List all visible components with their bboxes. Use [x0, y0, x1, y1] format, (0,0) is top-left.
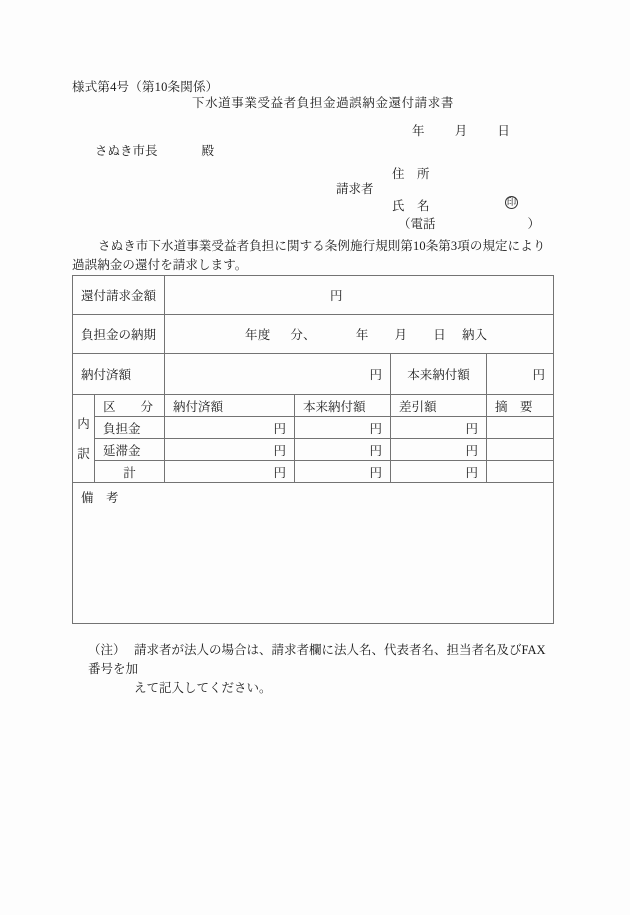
telephone-open: （電話 [398, 217, 436, 231]
table-row-breakdown-header [73, 395, 554, 417]
refund-claim-table [72, 275, 554, 624]
breakdown-header-category [95, 395, 165, 417]
refund-amount-value-cell[interactable] [165, 276, 554, 315]
body-paragraph-text: さぬき市下水道事業受益者負担に関する条例施行規則第10条第3項の規定により過誤納金の還付を請求します。 [72, 239, 546, 272]
requester-label: 請求者 [336, 182, 374, 196]
breakdown-total-paid-unit: 円 [273, 465, 287, 480]
breakdown-total-paid-cell[interactable] [165, 461, 295, 483]
paid-in-label: 納入 [461, 328, 488, 342]
breakdown-row1-category: 負担金 [103, 421, 141, 436]
breakdown-header-difference [391, 395, 487, 417]
telephone-close: ） [527, 217, 541, 231]
breakdown-row1-difference-unit: 円 [465, 421, 479, 436]
breakdown-row2-category-cell [95, 439, 165, 461]
period-year-label: 年 [355, 328, 369, 342]
breakdown-label-cell [73, 395, 95, 483]
breakdown-row2-difference-cell[interactable] [391, 439, 487, 461]
table-row-remarks [73, 483, 554, 624]
breakdown-header-proper [295, 395, 391, 417]
table-row-payment-period [73, 315, 554, 354]
breakdown-row2-difference-unit: 円 [465, 443, 479, 458]
portion-label: 分、 [290, 328, 316, 342]
breakdown-header-paid-label: 納付済額 [173, 399, 224, 414]
breakdown-total-category: 計 [123, 465, 136, 480]
breakdown-total-category-cell [95, 461, 165, 483]
requester-telephone [398, 214, 540, 232]
breakdown-row1-difference-cell[interactable] [391, 417, 487, 439]
breakdown-row2-proper-cell[interactable] [295, 439, 391, 461]
footnote-marker: （注） [88, 643, 126, 657]
breakdown-row1-remarks-cell[interactable] [487, 417, 554, 439]
paid-amount-value-cell[interactable] [165, 354, 391, 395]
requester-address-label: 住 所 [392, 167, 430, 181]
breakdown-header-proper-label: 本来納付額 [303, 399, 366, 414]
body-paragraph [72, 237, 558, 275]
footnote-line-1: 請求者が法人の場合は、請求者欄に法人名、代表者名、担当者名及びFAX番号を加 [88, 643, 546, 676]
breakdown-row2-category: 延滞金 [103, 443, 141, 458]
breakdown-row1-paid-cell[interactable] [165, 417, 295, 439]
date-line [412, 121, 510, 139]
breakdown-total-proper-unit: 円 [369, 465, 383, 480]
refund-amount-unit: 円 [330, 289, 343, 303]
addressee [95, 141, 214, 159]
table-row-paid-amount [73, 354, 554, 395]
breakdown-header-remarks-label: 摘 要 [495, 399, 533, 414]
paid-amount-label: 納付済額 [81, 368, 132, 382]
proper-amount-unit: 円 [532, 368, 546, 382]
proper-amount-value-cell[interactable] [487, 354, 554, 395]
date-month: 月 [454, 124, 468, 138]
refund-amount-label-cell [73, 276, 165, 315]
seal-mark: 印 [506, 198, 517, 208]
table-row [73, 439, 554, 461]
breakdown-label-char-2: 訳 [77, 446, 90, 461]
breakdown-header-category-label: 区 分 [103, 399, 154, 414]
breakdown-row1-paid-unit: 円 [273, 421, 287, 436]
breakdown-label-char-1: 内 [77, 416, 90, 431]
remarks-label: 備 考 [81, 491, 119, 505]
date-day: 日 [497, 124, 511, 138]
payment-period-label-cell [73, 315, 165, 354]
breakdown-row2-paid-unit: 円 [273, 443, 287, 458]
breakdown-header-remarks [487, 395, 554, 417]
breakdown-row1-proper-unit: 円 [369, 421, 383, 436]
refund-amount-label: 還付請求金額 [81, 289, 157, 303]
page-title: 下水道事業受益者負担金過誤納金還付請求書 [191, 96, 454, 110]
breakdown-total-remarks-cell[interactable] [487, 461, 554, 483]
fiscal-year-label: 年度 [245, 328, 271, 342]
breakdown-row2-proper-unit: 円 [369, 443, 383, 458]
proper-amount-label-cell [391, 354, 487, 395]
addressee-honorific: 殿 [201, 144, 215, 158]
table-row [73, 417, 554, 439]
payment-period-fields [165, 325, 553, 343]
proper-amount-label: 本来納付額 [407, 368, 470, 382]
remarks-value [73, 506, 553, 511]
breakdown-total-difference-unit: 円 [465, 465, 479, 480]
breakdown-total-proper-cell[interactable] [295, 461, 391, 483]
seal-icon [505, 195, 518, 209]
breakdown-row2-paid-cell[interactable] [165, 439, 295, 461]
payment-period-label: 負担金の納期 [81, 328, 157, 342]
payment-period-value-cell[interactable] [165, 315, 554, 354]
breakdown-row1-category-cell [95, 417, 165, 439]
table-row [73, 461, 554, 483]
breakdown-header-paid [165, 395, 295, 417]
remarks-cell[interactable] [73, 483, 554, 624]
footnote [88, 641, 558, 698]
paid-amount-label-cell [73, 354, 165, 395]
breakdown-row1-proper-cell[interactable] [295, 417, 391, 439]
paid-amount-unit: 円 [369, 368, 383, 382]
period-month-label: 月 [394, 328, 408, 342]
breakdown-total-difference-cell[interactable] [391, 461, 487, 483]
requester-name-label: 氏 名 [392, 199, 430, 213]
table-row-refund-amount [73, 276, 554, 315]
breakdown-header-difference-label: 差引額 [399, 399, 437, 414]
period-day-label: 日 [433, 328, 446, 342]
footnote-line-2: えて記入してください。 [134, 681, 272, 695]
form-code: 様式第4号（第10条関係） [72, 80, 219, 94]
date-year: 年 [412, 124, 425, 138]
breakdown-row2-remarks-cell[interactable] [487, 439, 554, 461]
addressee-name: さぬき市長 [95, 144, 158, 158]
